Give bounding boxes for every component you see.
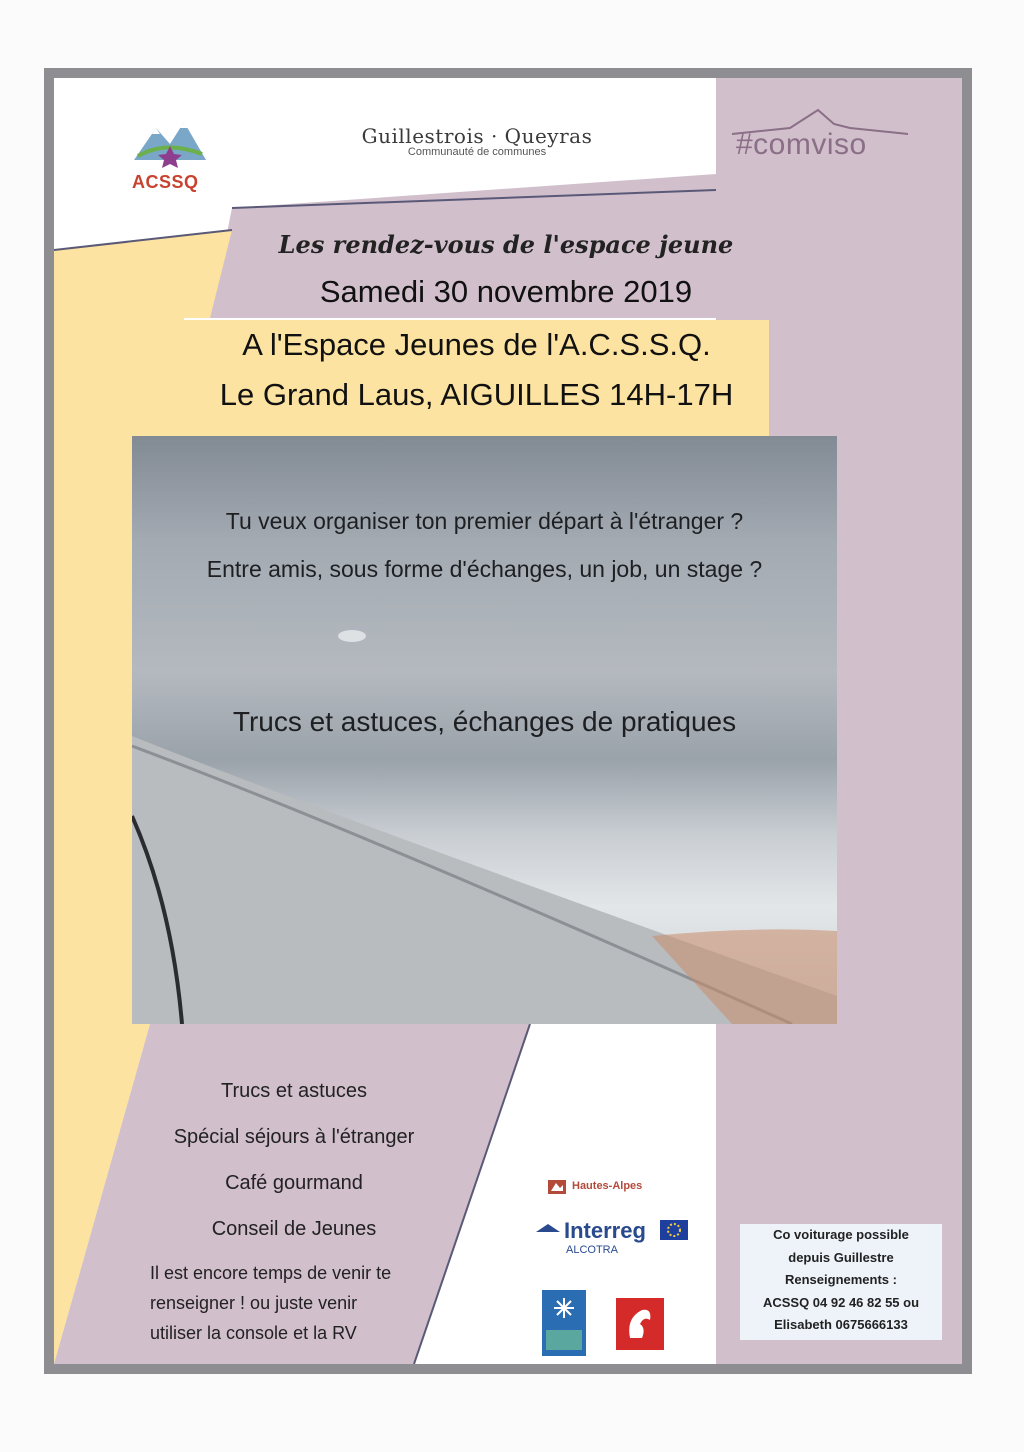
note-line-1: Il est encore temps de venir te xyxy=(150,1263,392,1283)
note-line-2: renseigner ! ou juste venir xyxy=(150,1293,358,1313)
carpool-line-2: depuis Guillestre xyxy=(788,1249,894,1265)
carpool-line-1: Co voiturage possible xyxy=(773,1227,909,1242)
poster-frame xyxy=(44,68,972,1374)
invitation-note xyxy=(150,1258,450,1348)
list-item: Conseil de Jeunes xyxy=(211,1218,377,1240)
mountain-icon xyxy=(126,110,214,180)
department-logo xyxy=(542,1290,586,1356)
snowflake-icon xyxy=(542,1290,586,1356)
note-line-3: utiliser la console et la RV xyxy=(150,1323,357,1343)
carpool-info-box xyxy=(740,1224,942,1340)
carpool-line-4: ACSSQ 04 92 46 82 55 ou xyxy=(762,1294,920,1310)
event-location-box xyxy=(184,320,769,438)
list-item: Café gourmand xyxy=(225,1172,363,1194)
carpool-line-3: Renseignements : xyxy=(785,1272,897,1287)
list-item: Spécial séjours à l'étranger xyxy=(173,1126,415,1148)
photo-tagline: Trucs et astuces, échanges de pratiques xyxy=(232,706,737,737)
airplane-wing-photo xyxy=(132,436,837,1024)
question-line-1: Tu veux organiser ton premier départ à l'étranger ? xyxy=(225,508,744,534)
hautes-alpes-icon xyxy=(548,1178,566,1196)
rendez-vous-title: Les rendez-vous de l'espace jeune xyxy=(278,230,734,259)
eu-flag-icon xyxy=(660,1220,688,1240)
location-line-1: A l'Espace Jeunes de l'A.C.S.S.Q. xyxy=(242,327,711,362)
location-line-2: Le Grand Laus, AIGUILLES 14H-17H xyxy=(219,377,734,412)
event-date: Samedi 30 novembre 2019 xyxy=(319,274,693,309)
acssq-logo-text: ACSSQ xyxy=(132,172,199,192)
acssq-logo xyxy=(126,110,214,208)
list-item: Trucs et astuces xyxy=(221,1080,367,1102)
alcotra-text: ALCOTRA xyxy=(566,1244,618,1256)
squirrel-icon xyxy=(616,1298,664,1350)
poster-sheet xyxy=(54,78,962,1364)
comviso-logo-text: #comviso xyxy=(736,128,867,161)
interreg-text: Interreg xyxy=(564,1218,646,1243)
guillestrois-queyras-name: Guillestrois · Queyras xyxy=(361,124,593,148)
interreg-logo xyxy=(534,1218,694,1268)
program-list xyxy=(144,1078,444,1262)
communaute-subtitle: Communauté de communes xyxy=(407,146,547,158)
carpool-line-5: Elisabeth 0675666133 xyxy=(774,1317,908,1332)
guillestrois-queyras-logo xyxy=(342,124,612,158)
caisse-epargne-logo xyxy=(616,1298,664,1350)
hautes-alpes-text: Hautes-Alpes xyxy=(572,1180,643,1192)
hautes-alpes-logo xyxy=(548,1178,668,1206)
question-line-2: Entre amis, sous forme d'échanges, un job, un stage ? xyxy=(206,556,763,582)
comviso-logo xyxy=(730,106,910,176)
interreg-arrow-icon xyxy=(534,1218,562,1238)
